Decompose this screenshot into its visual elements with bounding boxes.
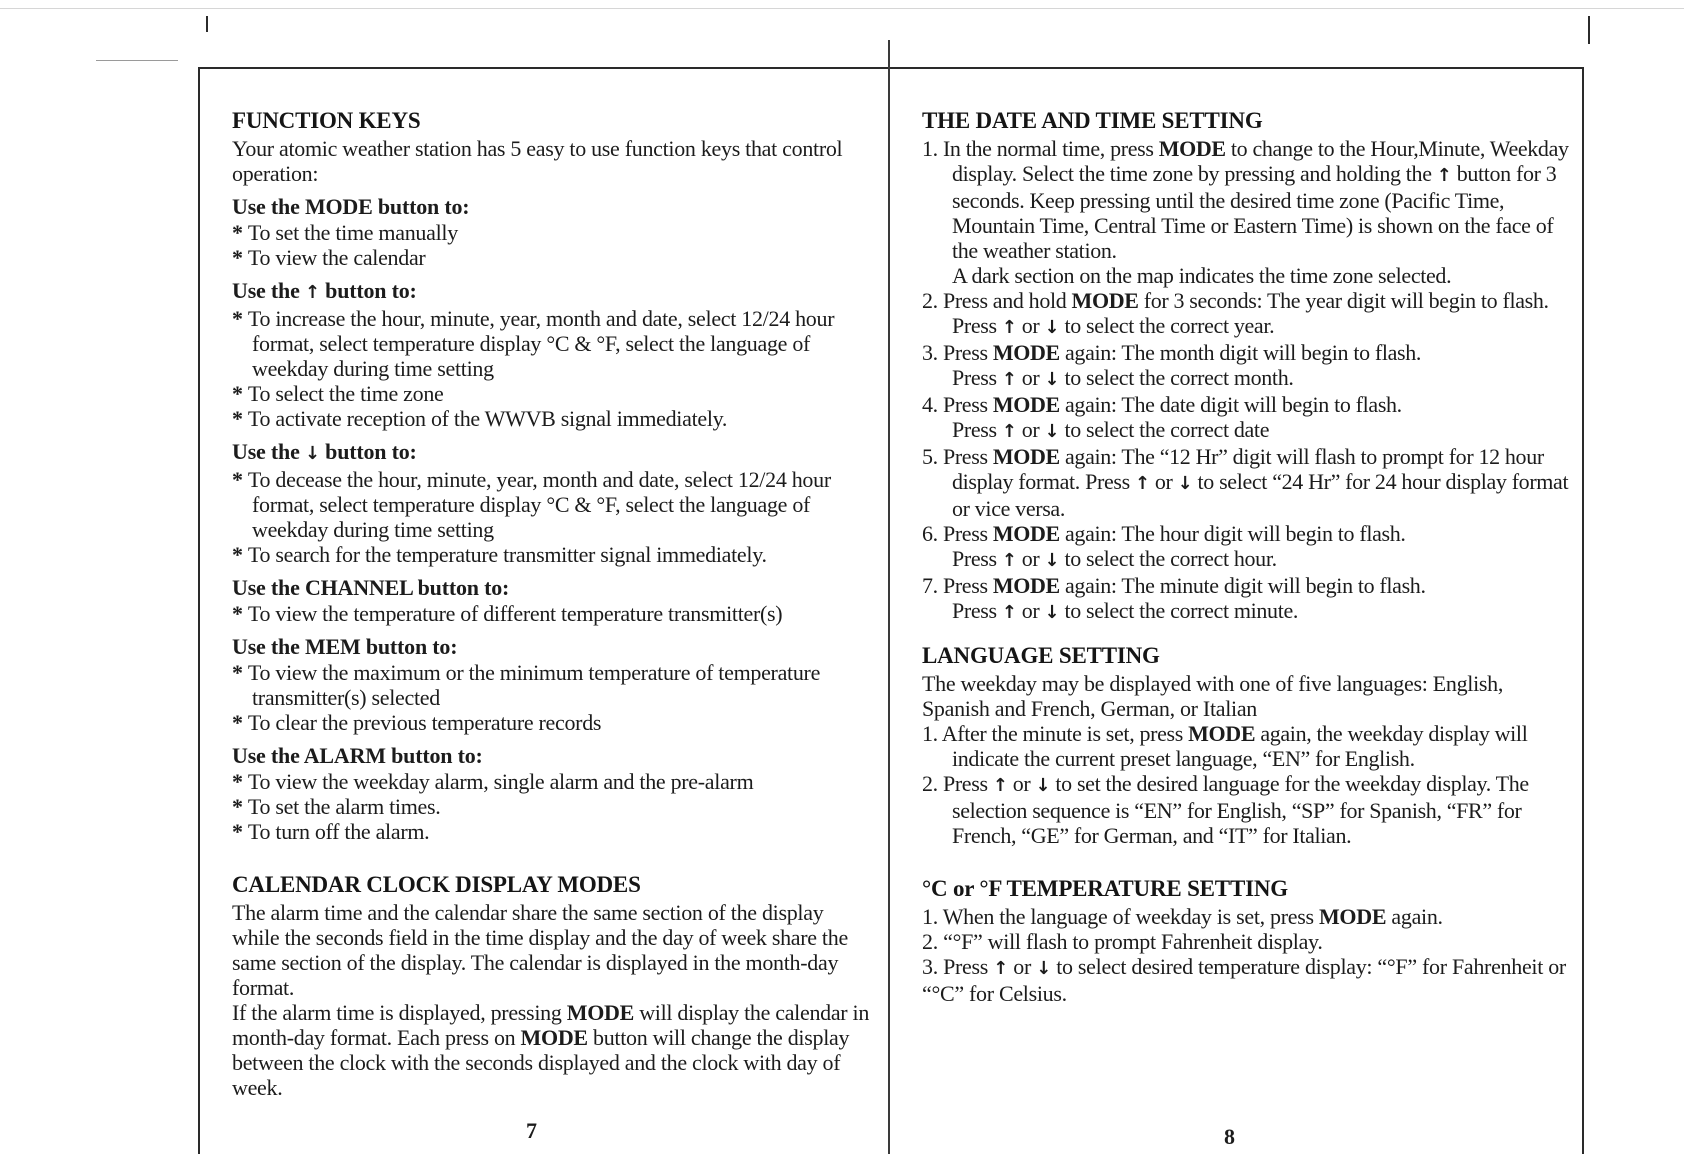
language-heading: LANGUAGE SETTING [922,643,1160,668]
date-time-heading: THE DATE AND TIME SETTING [922,108,1263,133]
up-arrow-icon: ↑ [1436,165,1452,186]
list-item: * To decease the hour, minute, year, month and date, select 12/24 hour format, select temperature display °C & °F, select the language of weekday during time setting [232,467,831,542]
up-button-title: Use the ↑ button to: [232,278,417,303]
list-item: * To view the temperature of different temperature transmitter(s) [232,601,783,626]
up-arrow-icon: ↑ [992,775,1008,796]
list-item: 4. Press MODE again: The date digit will begin to flash. Press ↑ or ↓ to select the correct date [922,392,1402,442]
list-item: * To set the time manually [232,220,458,245]
crop-mark [1588,16,1590,44]
time-zone-note: A dark section on the map indicates the time zone selected. [952,263,1452,288]
list-item: * To clear the previous temperature records [232,710,602,735]
down-arrow-icon: ↓ [1044,602,1060,623]
calendar-heading: CALENDAR CLOCK DISPLAY MODES [232,872,641,897]
up-arrow-icon: ↑ [304,282,320,303]
up-arrow-icon: ↑ [1001,550,1017,571]
function-keys-intro: Your atomic weather station has 5 easy to use function keys that control operation: [232,136,843,186]
list-item: * To turn off the alarm. [232,819,430,844]
down-arrow-icon: ↓ [1044,550,1060,571]
list-item: 5. Press MODE again: The “12 Hr” digit will flash to prompt for 12 hour display format. Press ↑ or ↓ to select “24 Hr” for 24 hour display format or vice versa. [922,444,1569,521]
list-item: * To select the time zone [232,381,444,406]
up-arrow-icon: ↑ [1001,317,1017,338]
up-arrow-icon: ↑ [1001,602,1017,623]
function-keys-heading: FUNCTION KEYS [232,108,421,133]
list-item: 1. After the minute is set, press MODE again, the weekday display will indicate the current preset language, “EN” for English. [922,721,1528,771]
list-item: 1. When the language of weekday is set, press MODE again. [922,904,1443,929]
down-arrow-icon: ↓ [1035,775,1051,796]
page-number-right: 8 [1224,1124,1235,1149]
page-left [232,108,872,1100]
mem-button-title: Use the MEM button to: [232,634,458,659]
down-arrow-icon: ↓ [1177,473,1193,494]
down-arrow-icon: ↓ [304,443,320,464]
crop-mark [206,16,208,32]
list-item: 2. Press ↑ or ↓ to set the desired language for the weekday display. The selection sequence is “EN” for English, “SP” for Spanish, “FR” for French, “GE” for German, and “IT” for Italian. [922,771,1529,848]
page-fold [888,40,890,1154]
down-button-title: Use the ↓ button to: [232,439,417,464]
list-item: * To set the alarm times. [232,794,441,819]
list-item: 2. Press and hold MODE for 3 seconds: The year digit will begin to flash. Press ↑ or ↓ to select the correct year. [922,288,1549,338]
scan-artifact [96,60,178,61]
alarm-button-title: Use the ALARM button to: [232,743,483,768]
list-item: * To view the weekday alarm, single alarm and the pre-alarm [232,769,754,794]
calendar-paragraph-1: The alarm time and the calendar share the same section of the display while the seconds field in the time display and the day of week share the same section of the display. The calendar is displayed in the month-day format. [232,900,848,1000]
scan-line [0,8,1684,9]
calendar-paragraph-2: If the alarm time is displayed, pressing MODE will display the calendar in month-day format. Each press on MODE button will change the display between the clock with the seconds displayed and the clock with day of week. [232,1000,870,1100]
list-item: 1. In the normal time, press MODE to change to the Hour,Minute, Weekday display. Select the time zone by pressing and holding the ↑ button for 3 seconds. Keep pressing until the desired time zone (Pacific Time, Mountain Time, Central Time or Eastern Time) is shown on the face of the weather station. [922,136,1569,263]
page-number-left: 7 [526,1118,537,1143]
list-item: * To activate reception of the WWVB signal immediately. [232,406,728,431]
page-right [922,108,1572,1006]
language-intro: The weekday may be displayed with one of five languages: English, Spanish and French, German, or Italian [922,671,1504,721]
down-arrow-icon: ↓ [1044,317,1060,338]
up-arrow-icon: ↑ [1001,421,1017,442]
down-arrow-icon: ↓ [1044,369,1060,390]
temperature-heading: °C or °F TEMPERATURE SETTING [922,876,1288,901]
list-item: * To search for the temperature transmitter signal immediately. [232,542,767,567]
list-item: * To increase the hour, minute, year, month and date, select 12/24 hour format, select temperature display °C & °F, select the language of weekday during time setting [232,306,835,381]
list-item: 3. Press MODE again: The month digit will begin to flash. Press ↑ or ↓ to select the correct month. [922,340,1422,390]
list-item: * To view the calendar [232,245,426,270]
list-item: 7. Press MODE again: The minute digit will begin to flash. Press ↑ or ↓ to select the correct minute. [922,573,1426,623]
list-item: 3. Press ↑ or ↓ to select desired temperature display: “°F” for Fahrenheit or “°C” for Celsius. [922,954,1566,1006]
list-item: * To view the maximum or the minimum temperature of temperature transmitter(s) selected [232,660,821,710]
channel-button-title: Use the CHANNEL button to: [232,575,510,600]
list-item: 6. Press MODE again: The hour digit will begin to flash. Press ↑ or ↓ to select the correct hour. [922,521,1406,571]
down-arrow-icon: ↓ [1044,421,1060,442]
up-arrow-icon: ↑ [993,958,1009,979]
list-item: 2. “°F” will flash to prompt Fahrenheit display. [922,929,1323,954]
up-arrow-icon: ↑ [1134,473,1150,494]
mode-button-title: Use the MODE button to: [232,194,470,219]
down-arrow-icon: ↓ [1036,958,1051,979]
up-arrow-icon: ↑ [1001,369,1017,390]
